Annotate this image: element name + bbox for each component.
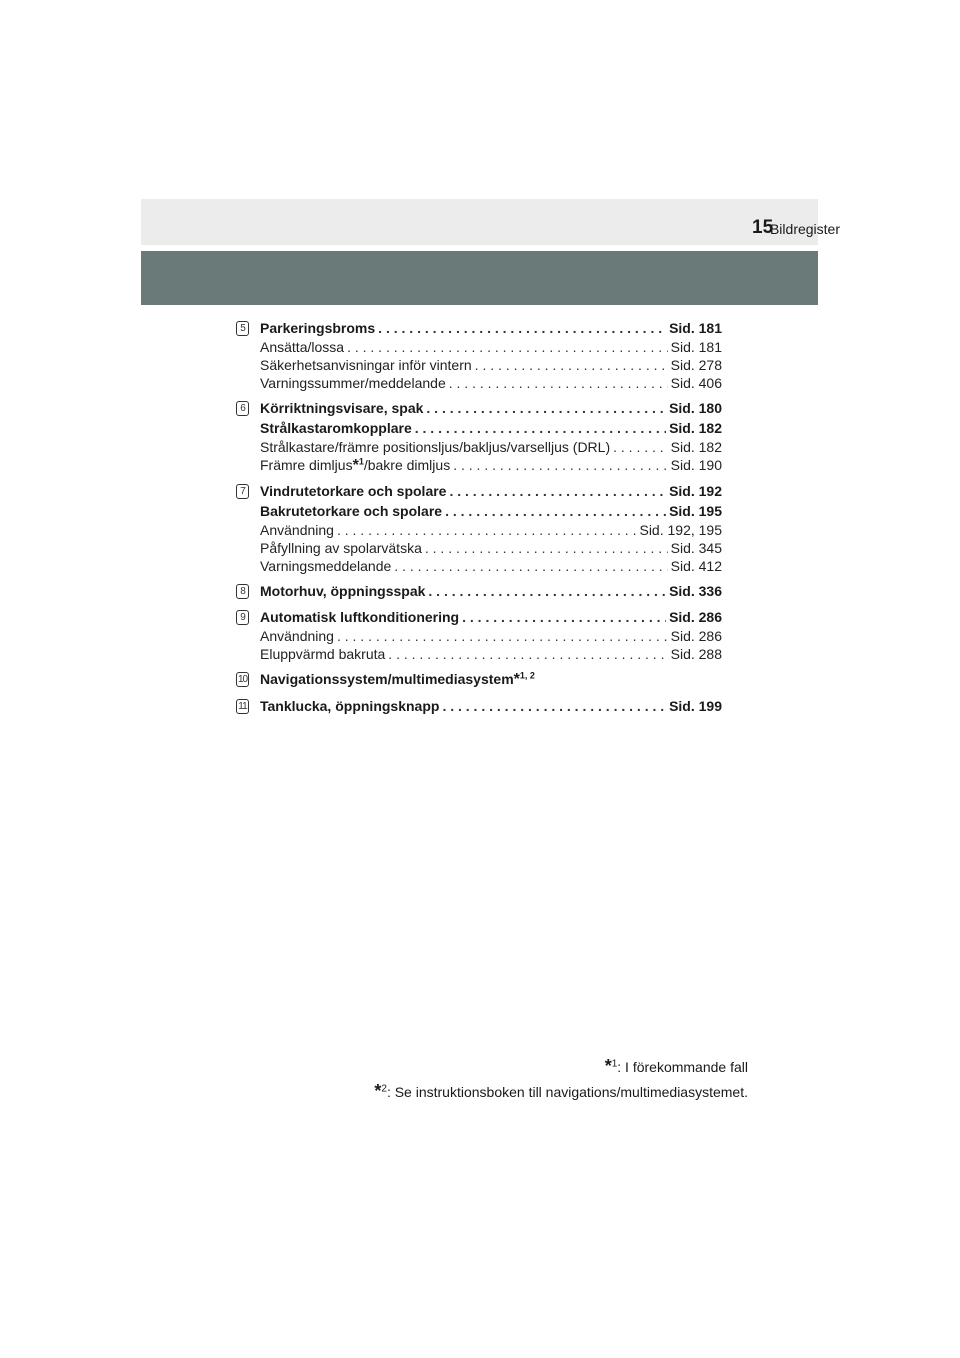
- header-band: [141, 199, 818, 245]
- dot-leader: [378, 318, 666, 338]
- page-reference[interactable]: Sid. 182: [670, 439, 722, 455]
- dot-leader: [613, 438, 668, 456]
- index-subentry[interactable]: [260, 356, 722, 374]
- page-reference[interactable]: Sid. 192: [669, 483, 722, 499]
- entry-label: Varningssummer/meddelande: [260, 375, 446, 391]
- item-number-badge: 5: [236, 321, 249, 336]
- index-entry[interactable]: [260, 581, 722, 601]
- dot-leader: [449, 481, 666, 501]
- page-reference[interactable]: Sid. 345: [670, 540, 722, 556]
- page-reference[interactable]: Sid. 181: [669, 320, 722, 336]
- index-group: [236, 318, 722, 392]
- footnote: *$^2$: Se instruktionsboken till navigations/multimediasystemet.: [374, 1081, 748, 1101]
- dot-leader: [462, 607, 666, 627]
- dot-leader: [453, 456, 667, 474]
- entry-label: Motorhuv, öppningsspak: [260, 583, 426, 599]
- section-banner: [141, 251, 818, 305]
- index-entry[interactable]: [260, 696, 722, 716]
- dot-leader: [337, 627, 668, 645]
- footnote-marker: *: [513, 671, 520, 688]
- page-reference[interactable]: Sid. 182: [669, 420, 722, 436]
- page-reference[interactable]: Sid. 195: [669, 503, 722, 519]
- page-reference[interactable]: Sid. 288: [670, 646, 722, 662]
- page-reference[interactable]: Sid. 181: [670, 339, 722, 355]
- dot-leader: [445, 501, 666, 521]
- dot-leader: [337, 521, 637, 539]
- index-group: [236, 581, 722, 601]
- page-reference[interactable]: Sid. 336: [669, 583, 722, 599]
- footnote-ref: 1, 2: [519, 670, 535, 681]
- dot-leader: [347, 338, 668, 356]
- page-reference[interactable]: Sid. 278: [670, 357, 722, 373]
- dot-leader: [388, 645, 667, 663]
- index-subentry[interactable]: [260, 374, 722, 392]
- entry-label: Främre dimljus*$^1$/bakre dimljus: [260, 456, 451, 474]
- dot-leader: [425, 539, 668, 557]
- footnote-marker: *: [352, 457, 359, 474]
- page-reference[interactable]: Sid. 286: [670, 628, 722, 644]
- item-number-badge: 8: [236, 584, 249, 599]
- entry-label: Påfyllning av spolarvätska: [260, 540, 422, 556]
- entry-label: Körriktningsvisare, spak: [260, 400, 424, 416]
- index-entry[interactable]: [260, 398, 722, 418]
- page-reference[interactable]: Sid. 199: [669, 698, 722, 714]
- entry-label: Strålkastaromkopplare: [260, 420, 412, 436]
- entry-label: Parkeringsbroms: [260, 320, 376, 336]
- index-subentry[interactable]: [260, 557, 722, 575]
- index-group: [236, 696, 722, 716]
- index-list: [236, 318, 722, 722]
- entry-label: Ansätta/lossa: [260, 339, 345, 355]
- index-group: [236, 481, 722, 575]
- index-entry[interactable]: [260, 418, 722, 438]
- dot-leader: [426, 398, 666, 418]
- footnote-ref: 1: [358, 456, 364, 467]
- entry-label: Eluppvärmd bakruta: [260, 646, 386, 662]
- index-subentry[interactable]: [260, 627, 722, 645]
- item-number-badge: 11: [236, 699, 249, 714]
- entry-label: Navigationssystem/multimediasystem*$^{1, 2}$: [260, 670, 535, 688]
- entry-label: Automatisk luftkonditionering: [260, 609, 460, 625]
- entry-label: Säkerhetsanvisningar inför vintern: [260, 357, 472, 373]
- index-subentry[interactable]: [260, 338, 722, 356]
- entry-label: Bakrutetorkare och spolare: [260, 503, 443, 519]
- index-entry[interactable]: [260, 607, 722, 627]
- page-reference[interactable]: Sid. 180: [669, 400, 722, 416]
- index-subentry[interactable]: [260, 539, 722, 557]
- section-title: Bildregister: [769, 221, 840, 237]
- entry-label: Vindrutetorkare och spolare: [260, 483, 447, 499]
- dot-leader: [415, 418, 666, 438]
- entry-label: Varningsmeddelande: [260, 558, 392, 574]
- page-number: 15: [752, 217, 774, 238]
- entry-label: Användning: [260, 522, 334, 538]
- index-subentry[interactable]: [260, 438, 722, 456]
- index-entry[interactable]: [260, 669, 722, 690]
- dot-leader: [449, 374, 668, 392]
- entry-label: Användning: [260, 628, 334, 644]
- page-reference[interactable]: Sid. 192, 195: [639, 522, 722, 538]
- index-entry[interactable]: [260, 501, 722, 521]
- index-entry[interactable]: [260, 318, 722, 338]
- entry-label: Strålkastare/främre positionsljus/bakljus/varselljus (DRL): [260, 439, 611, 455]
- dot-leader: [442, 696, 666, 716]
- index-subentry[interactable]: [260, 521, 722, 539]
- index-subentry[interactable]: [260, 645, 722, 663]
- index-group: [236, 607, 722, 663]
- dot-leader: [475, 356, 668, 374]
- entry-label: Tanklucka, öppningsknapp: [260, 698, 440, 714]
- dot-leader: [394, 557, 667, 575]
- index-entry[interactable]: [260, 481, 722, 501]
- footnote: *$^1$: I förekommande fall: [604, 1056, 748, 1076]
- index-group: [236, 398, 722, 475]
- item-number-badge: 9: [236, 610, 249, 625]
- item-number-badge: 6: [236, 401, 249, 416]
- item-number-badge: 7: [236, 484, 249, 499]
- index-subentry[interactable]: [260, 456, 722, 475]
- page-reference[interactable]: Sid. 412: [670, 558, 722, 574]
- page-reference[interactable]: Sid. 406: [670, 375, 722, 391]
- dot-leader: [428, 581, 666, 601]
- item-number-badge: 10: [237, 674, 248, 685]
- index-group: [236, 669, 722, 690]
- footnotes: [374, 1054, 748, 1104]
- page-reference[interactable]: Sid. 286: [669, 609, 722, 625]
- page-reference[interactable]: Sid. 190: [670, 457, 722, 473]
